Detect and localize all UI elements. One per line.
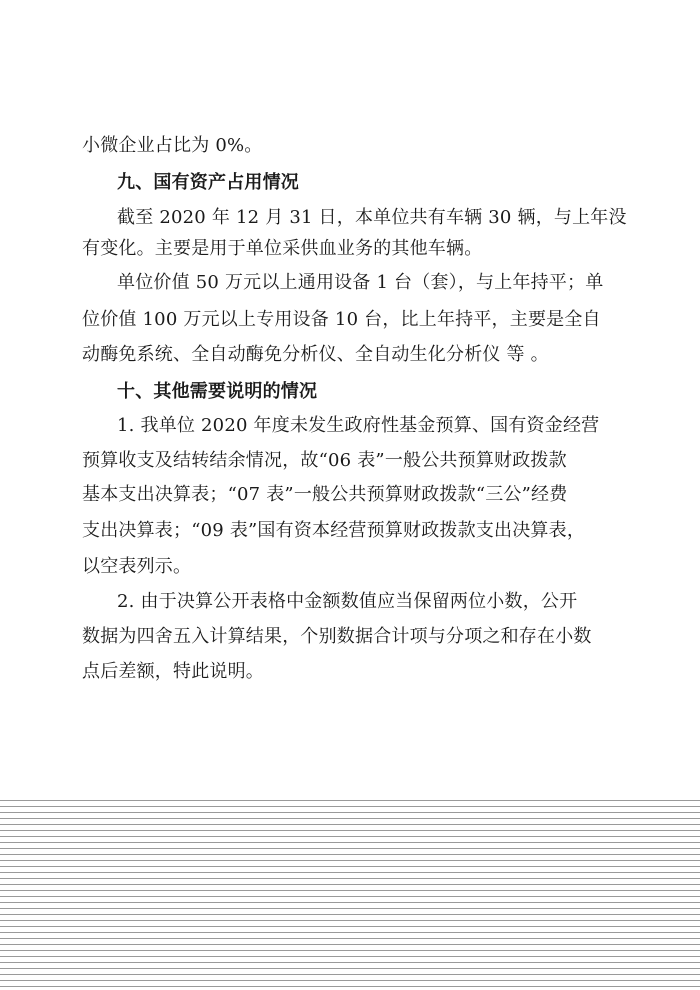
text-line-7: 动酶免系统、全自动酶免分析仪、全自动生化分析仪 等 。 <box>82 344 549 365</box>
text-line-12: 支出决算表；“09 表”国有资本经营预算财政拨款支出决算表， <box>82 520 586 541</box>
text-line-3: 截至 2020 年 12 月 31 日，本单位共有车辆 30 辆，与上年没 <box>117 207 627 228</box>
decorative-line-pattern <box>0 800 700 990</box>
text-line-13: 以空表列示。 <box>82 556 192 577</box>
text-line-5: 单位价值 50 万元以上通用设备 1 台（套），与上年持平；单 <box>117 272 604 293</box>
section-heading-9: 九、国有资产占用情况 <box>117 172 299 193</box>
text-line-15: 数据为四舍五入计算结果，个别数据合计项与分项之和存在小数 <box>82 626 592 647</box>
text-line-16: 点后差额，特此说明。 <box>82 661 264 682</box>
text-line-1: 小微企业占比为 0%。 <box>82 135 263 156</box>
text-line-6: 位价值 100 万元以上专用设备 10 台，比上年持平，主要是全自 <box>82 309 601 330</box>
text-line-10: 预算收支及结转结余情况，故“06 表”一般公共预算财政拨款 <box>82 450 567 471</box>
text-line-9: 1. 我单位 2020 年度未发生政府性基金预算、国有资金经营 <box>117 415 600 436</box>
text-line-4: 有变化。主要是用于单位采供血业务的其他车辆。 <box>82 238 483 259</box>
text-line-11: 基本支出决算表；“07 表”一般公共预算财政拨款“三公”经费 <box>82 484 568 505</box>
section-heading-10: 十、其他需要说明的情况 <box>117 381 318 402</box>
text-line-14: 2. 由于决算公开表格中金额数值应当保留两位小数，公开 <box>117 591 578 612</box>
